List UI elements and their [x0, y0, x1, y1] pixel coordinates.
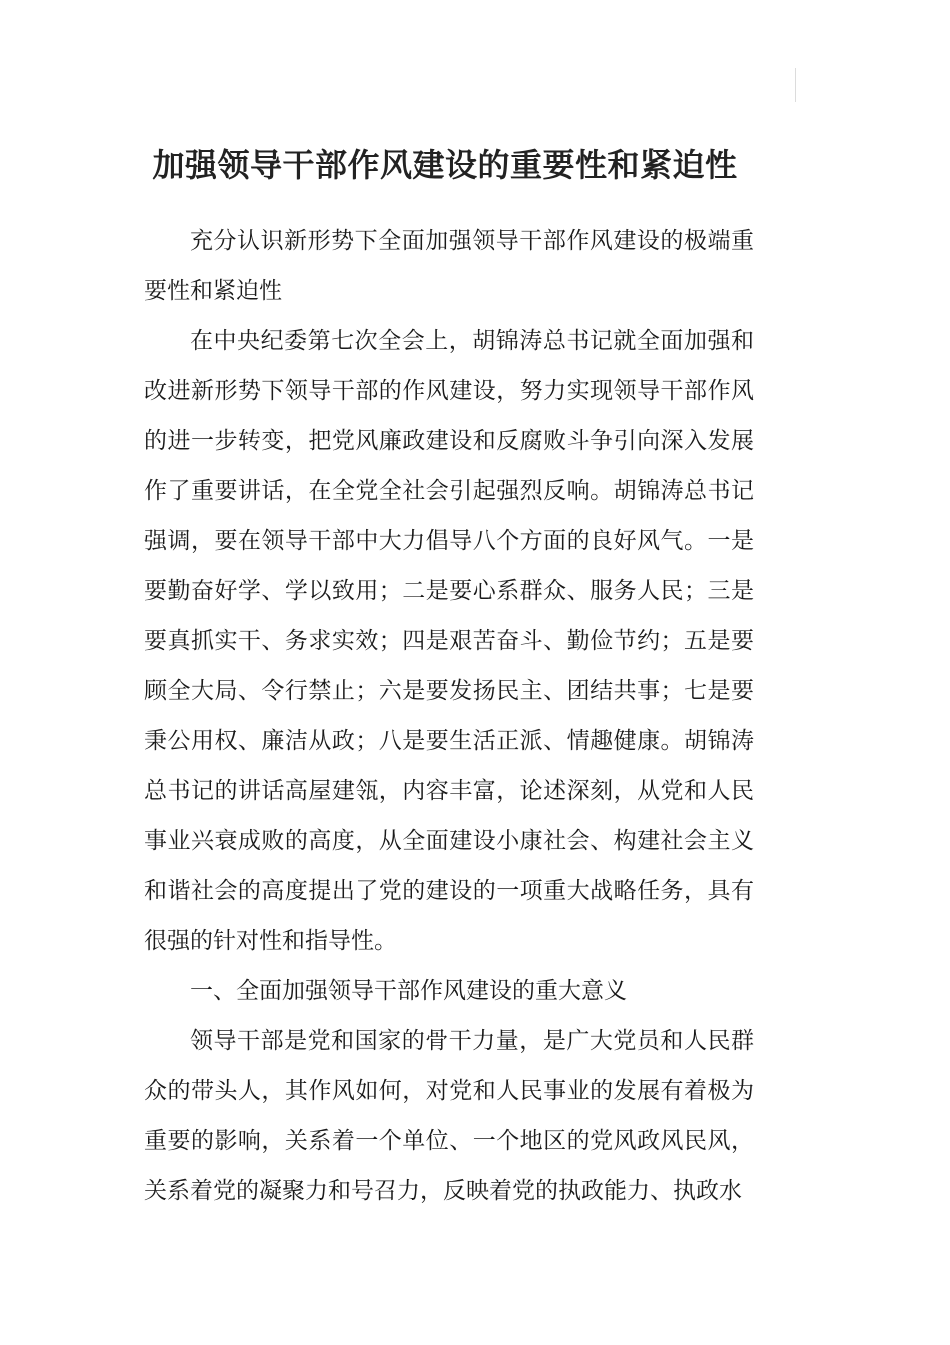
document-body — [144, 216, 754, 1216]
paragraph-speech: 在中央纪委第七次全会上，胡锦涛总书记就全面加强和改进新形势下领导干部的作风建设，努力实现领导干部作风的进一步转变，把党风廉政建设和反腐败斗争引向深入发展作了重要讲话，在全党全社会引起强烈反响。胡锦涛总书记强调，要在领导干部中大力倡导八个方面的良好风气。一是要勤奋好学、学以致用；二是要心系群众、服务人民；三是要真抓实干、务求实效；四是艰苦奋斗、勤俭节约；五是要顾全大局、令行禁止；六是要发扬民主、团结共事；七是要秉公用权、廉洁从政；八是要生活正派、情趣健康。胡锦涛总书记的讲话高屋建瓴，内容丰富，论述深刻，从党和人民事业兴衰成败的高度，从全面建设小康社会、构建社会主义和谐社会的高度提出了党的建设的一项重大战略任务，具有很强的针对性和指导性。 — [144, 328, 754, 954]
paragraph-significance: 领导干部是党和国家的骨干力量，是广大党员和人民群众的带头人，其作风如何，对党和人民事业的发展有着极为重要的影响，关系着一个单位、一个地区的党风政风民风，关系着党的凝聚力和号召力，反映着党的执政能力、执政水 — [144, 1028, 754, 1204]
paragraph-intro: 充分认识新形势下全面加强领导干部作风建设的极端重要性和紧迫性 — [144, 228, 754, 304]
section-heading: 一、全面加强领导干部作风建设的重大意义 — [190, 978, 627, 1004]
document-title: 加强领导干部作风建设的重要性和紧迫性 — [152, 146, 738, 185]
page-margin-mark — [795, 68, 796, 102]
